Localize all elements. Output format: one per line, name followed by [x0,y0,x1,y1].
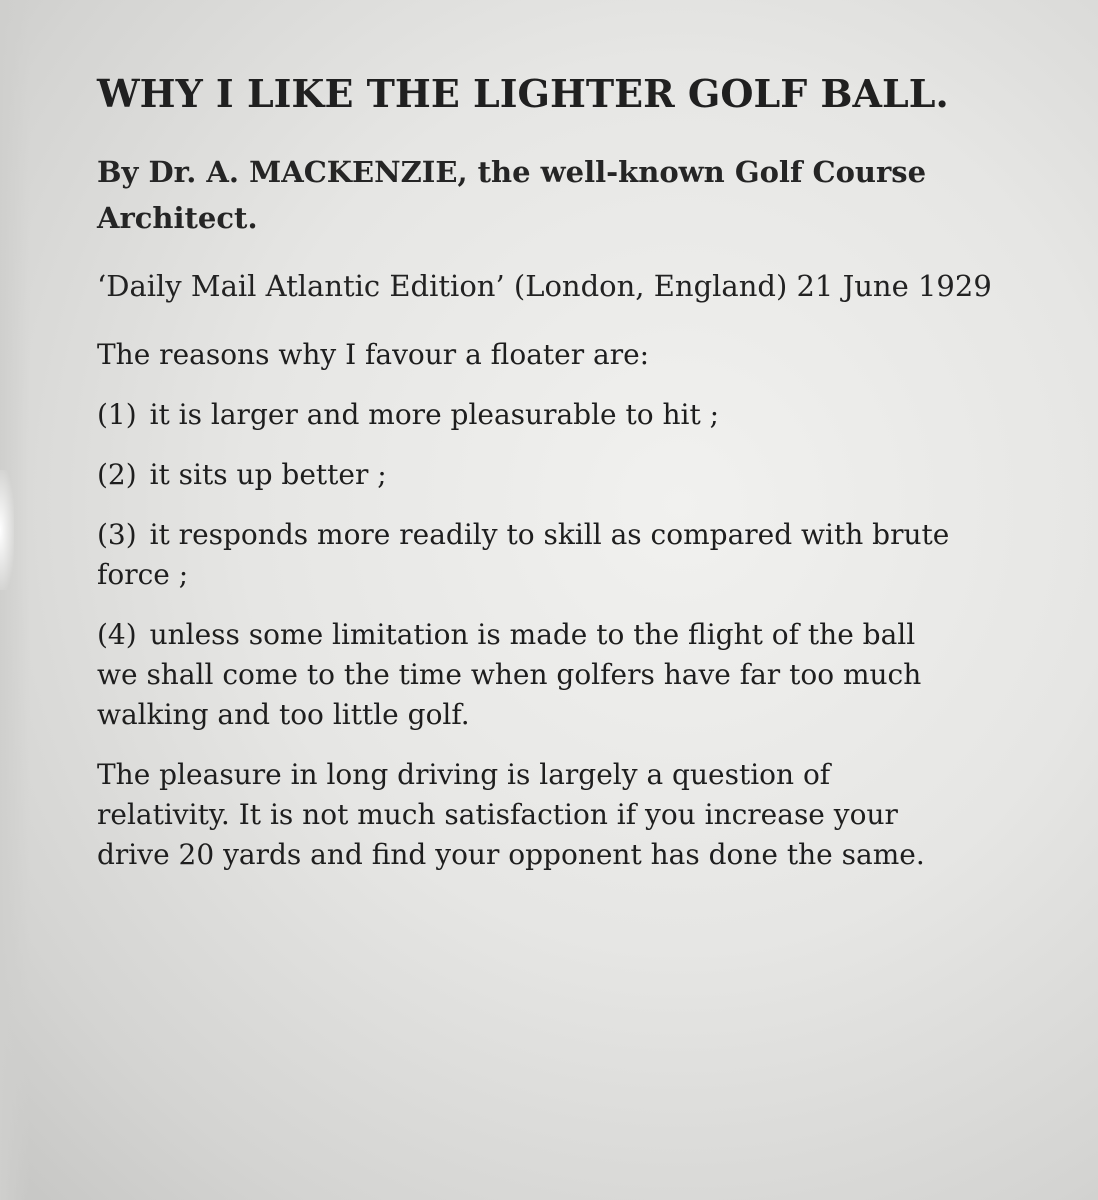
article-closing: The pleasure in long driving is largely a question of relativity. It is not much satisfaction if you increase your drive 20 yards and find your opponent has done the same. [97,758,925,871]
list-item-text: it sits up better ; [149,458,387,491]
list-item [97,395,957,435]
list-item-text: it is larger and more pleasurable to hit ; [149,398,720,431]
page-edge-shadow [0,0,30,1200]
list-item [97,615,957,735]
article-source: ‘Daily Mail Atlantic Edition’ (London, England) 21 June 1929 [97,269,992,303]
list-item [97,455,957,495]
list-item [97,515,957,595]
article-title: WHY I LIKE THE LIGHTER GOLF BALL. [97,71,949,116]
list-marker: (4) [97,618,137,651]
article-byline: By Dr. A. MACKENZIE, the well-known Golf Course Architect. [97,155,927,235]
article-intro: The reasons why I favour a floater are: [97,338,650,371]
list-item-text: it responds more readily to skill as compared with brute force ; [97,518,950,591]
light-glare [0,470,14,590]
list-marker: (3) [97,518,137,551]
list-item-text: unless some limitation is made to the flight of the ball we shall come to the time when golfers have far too much walking and too little golf. [97,618,922,731]
list-marker: (2) [97,458,137,491]
document-page [97,66,997,875]
list-marker: (1) [97,398,137,431]
reasons-list [97,395,997,735]
